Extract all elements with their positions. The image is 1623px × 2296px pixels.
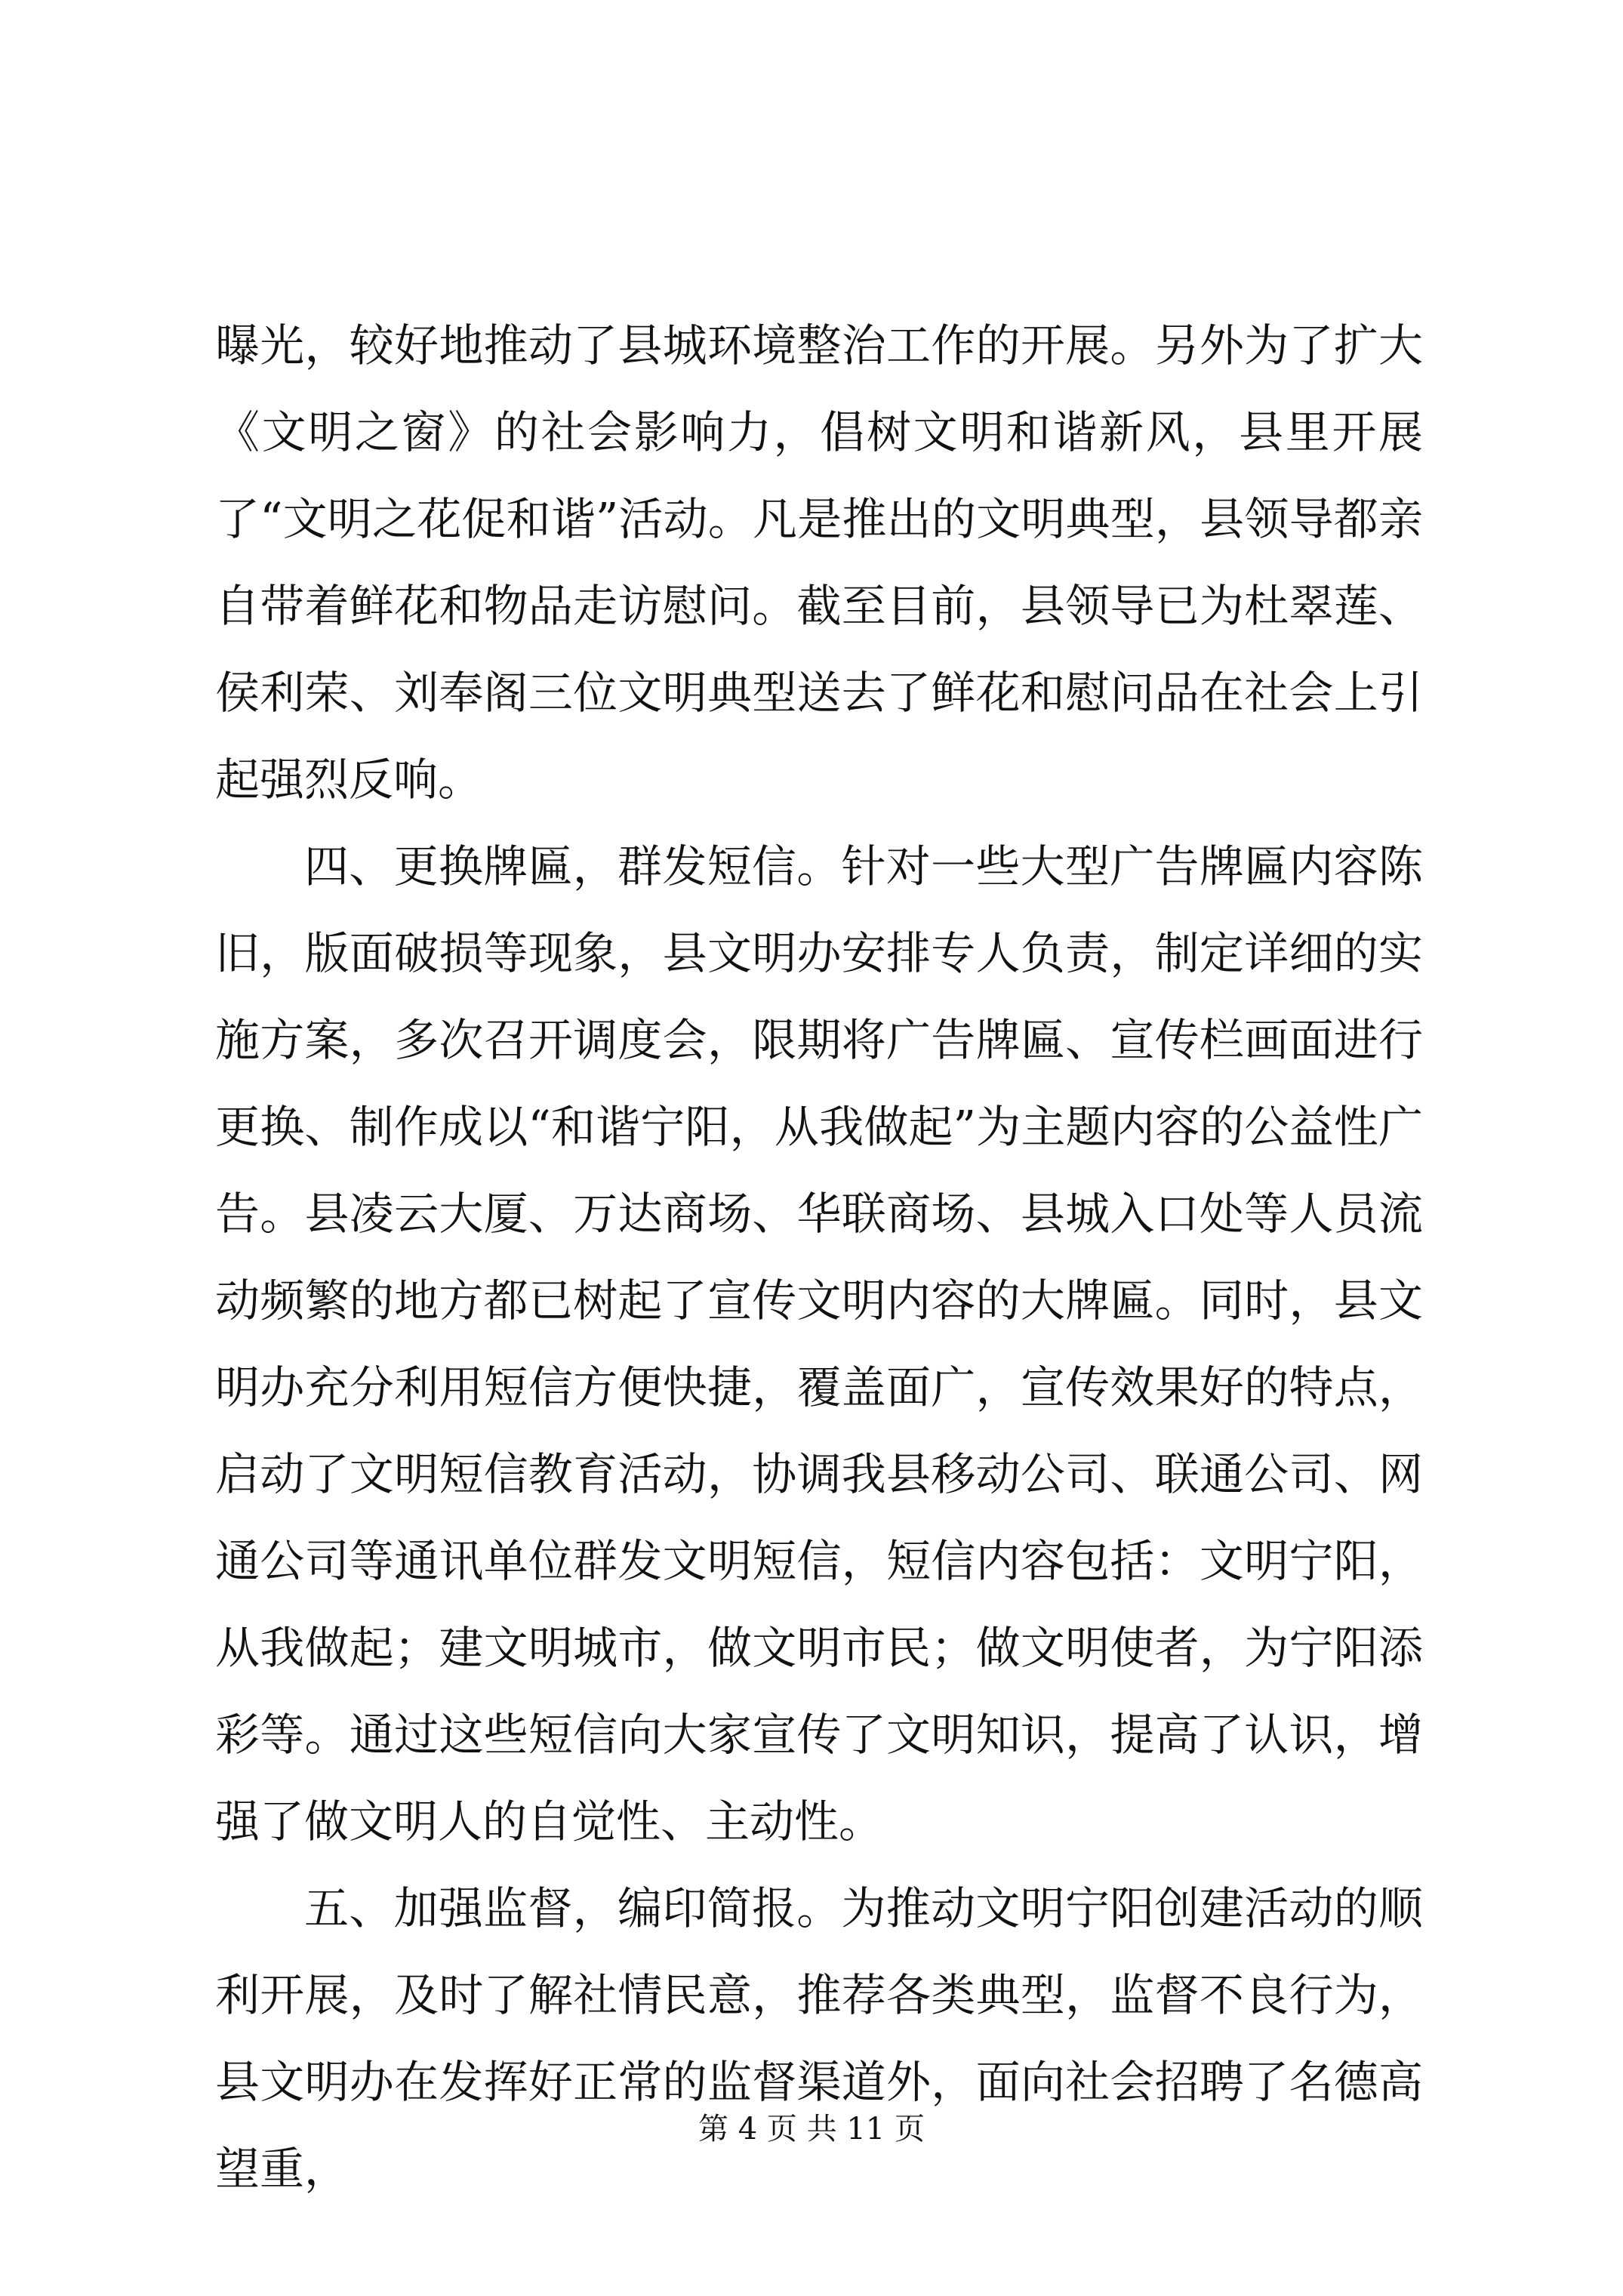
paragraph-1: 曝光，较好地推动了县城环境整治工作的开展。另外为了扩大《文明之窗》的社会影响力，倡树文明和谐新风，县里开展了“文明之花促和谐”活动。凡是推出的文明典型，县领导都亲自带着鲜花和物品走访慰问。截至目前，县领导已为杜翠莲、侯利荣、刘奉阁三位文明典型送去了鲜花和慰问品在社会上引起强烈反响。 [215, 319, 1423, 806]
paragraph-2: 四、更换牌匾，群发短信。针对一些大型广告牌匾内容陈旧，版面破损等现象，县文明办安排专人负责，制定详细的实施方案，多次召开调度会，限期将广告牌匾、宣传栏画面进行更换、制作成以“和谐宁阳，从我做起”为主题内容的公益性广告。县凌云大厦、万达商场、华联商场、县城入口处等人员流动频繁的地方都已树起了宣传文明内容的大牌匾。同时，县文明办充分利用短信方便快捷，覆盖面广，宣传效果好的特点，启动了文明短信教育活动，协调我县移动公司、联通公司、网通公司等通讯单位群发文明短信，短信内容包括：文明宁阳，从我做起；建文明城市，做文明市民；做文明使者，为宁阳添彩等。通过这些短信向大家宣传了文明知识，提高了认识，增强了做文明人的自觉性、主动性。 [215, 840, 1423, 1848]
page-number-label: 第 4 页 共 11 页 [698, 2112, 925, 2147]
paragraph-3: 五、加强监督，编印简报。为推动文明宁阳创建活动的顺利开展，及时了解社情民意，推荐各类典型，监督不良行为，县文明办在发挥好正常的监督渠道外，面向社会招聘了名德高望重， [215, 1882, 1423, 2195]
page-footer [0, 2106, 1623, 2152]
document-body [215, 302, 1423, 2212]
